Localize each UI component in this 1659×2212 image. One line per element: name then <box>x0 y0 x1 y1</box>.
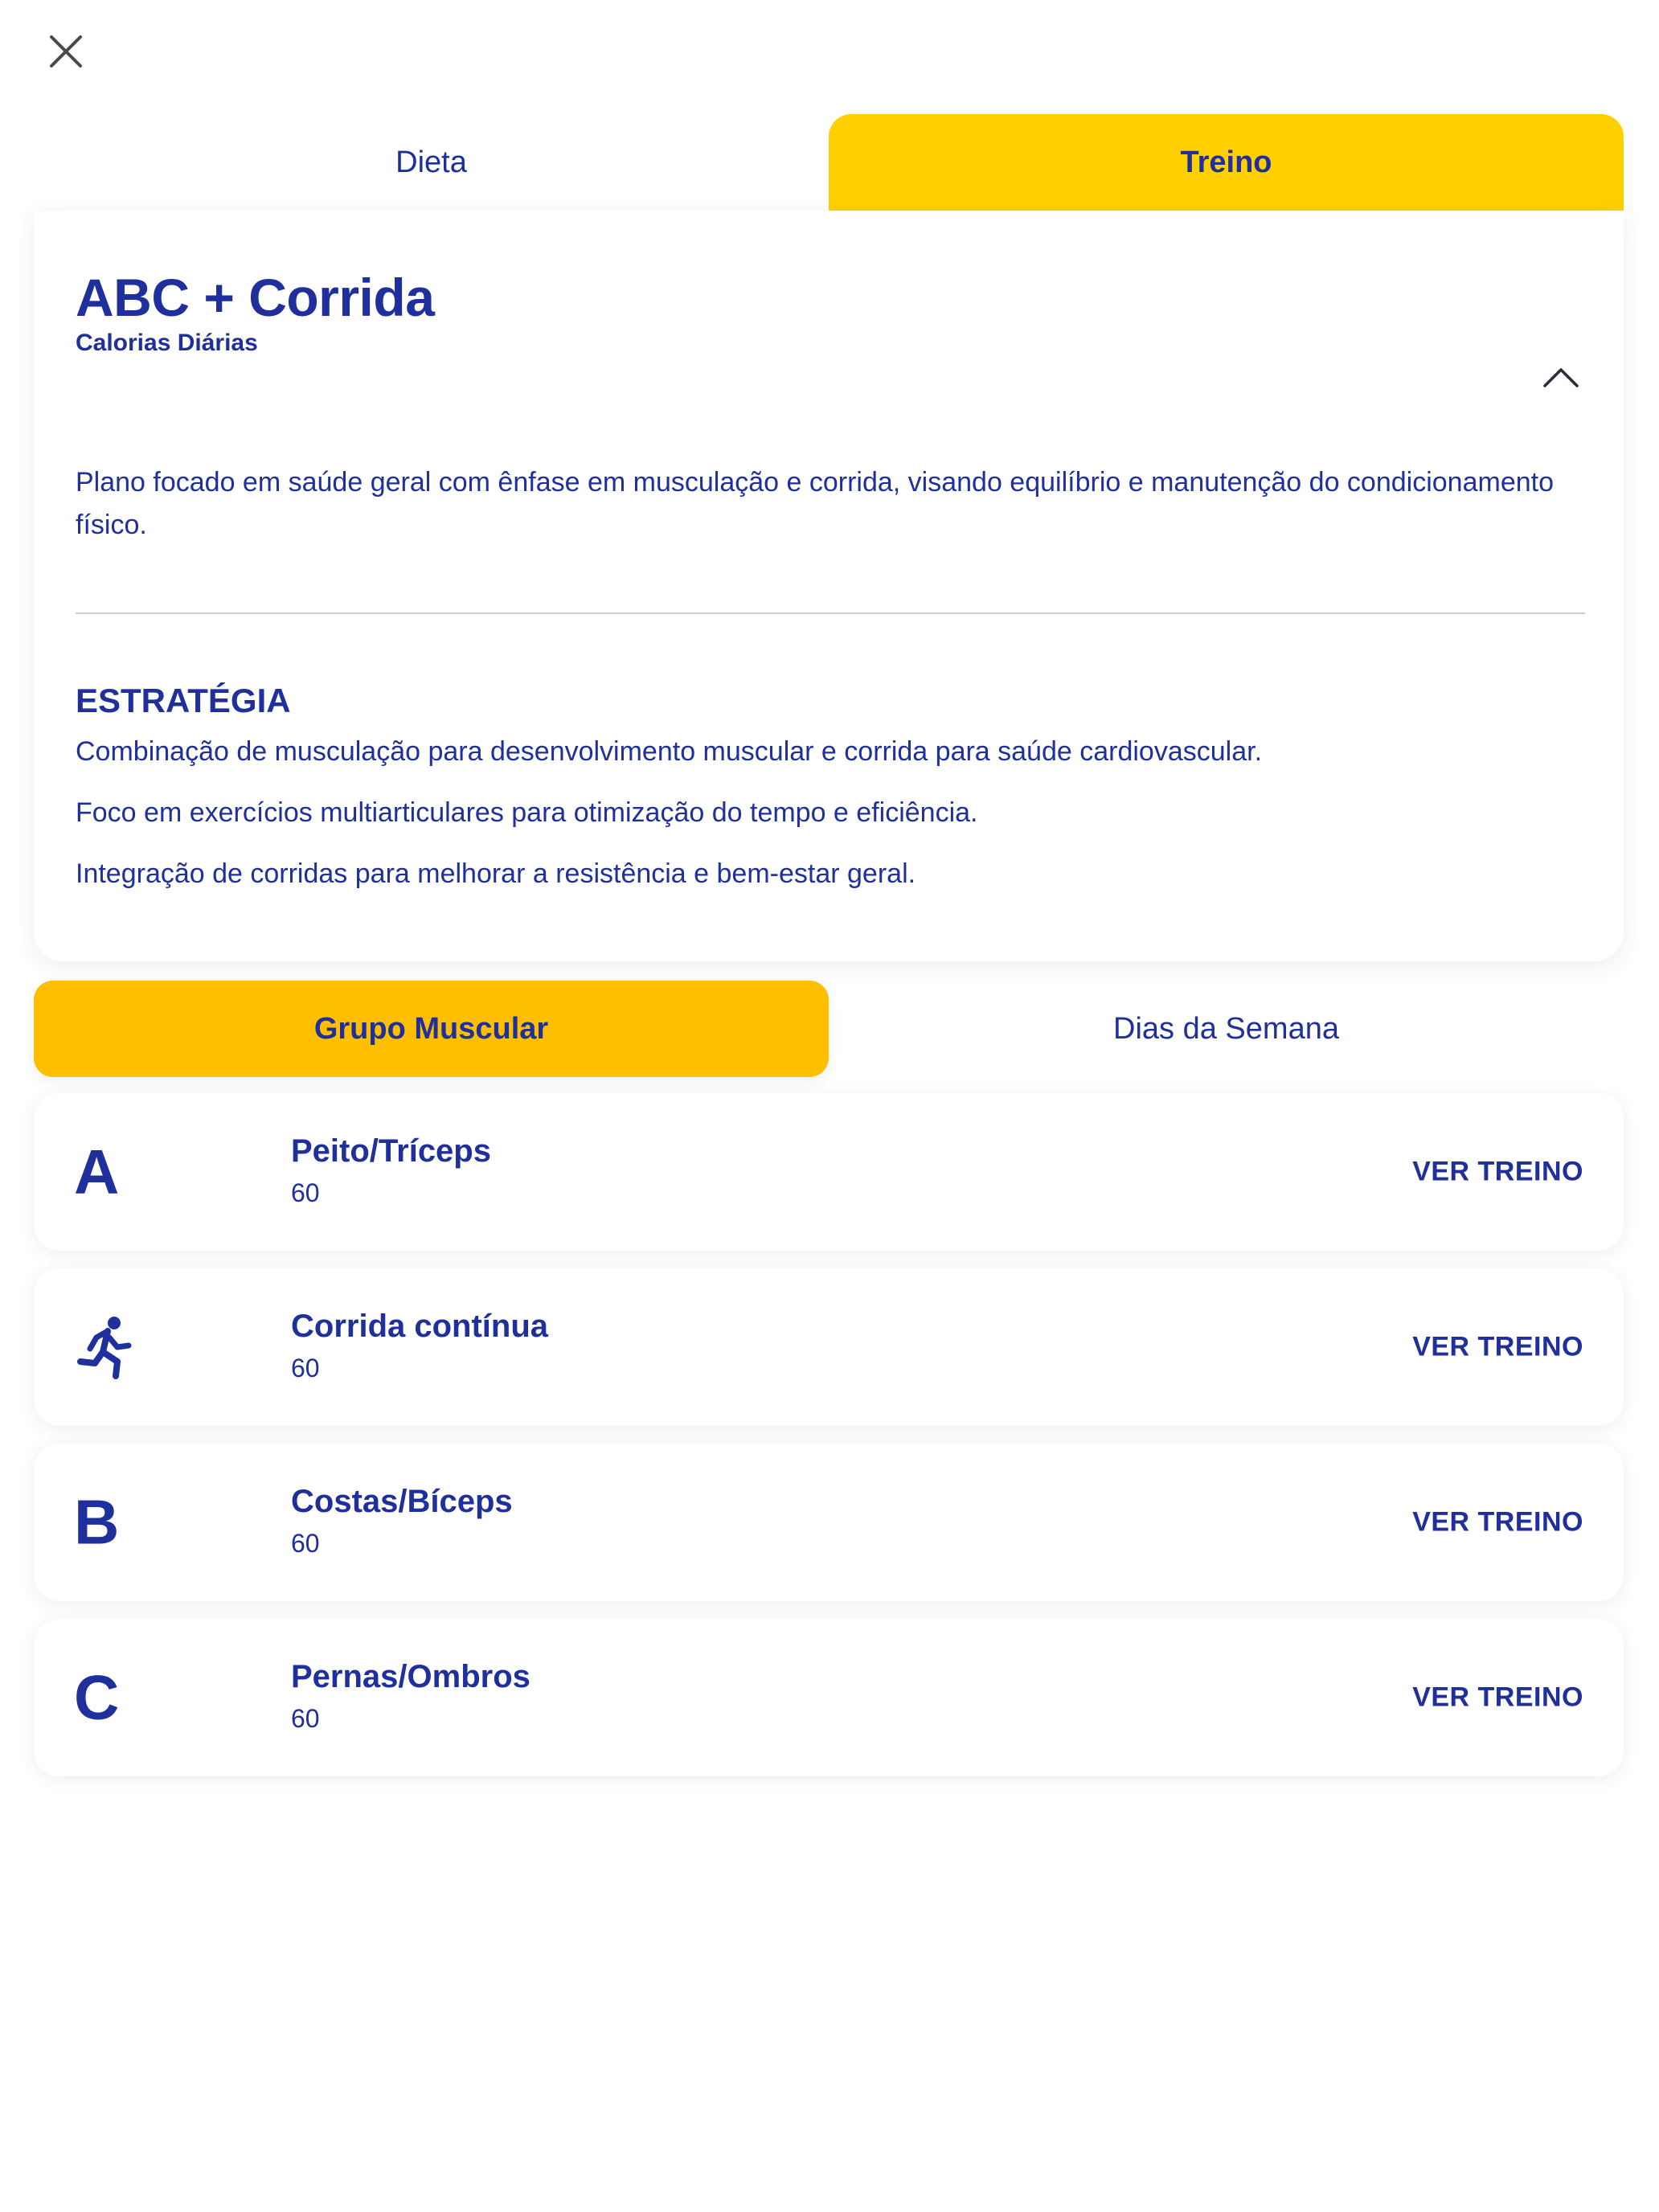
plan-subtitle: Calorias Diárias <box>76 330 258 356</box>
workout-letter: B <box>74 1486 120 1558</box>
plan-card <box>34 211 1624 961</box>
strategy-item: Foco em exercícios multiarticulares para otimização do tempo e eficiência. <box>76 797 978 828</box>
strategy-list <box>76 735 1571 918</box>
strategy-item: Combinação de musculação para desenvolvimento muscular e corrida para saúde cardiovascular. <box>76 736 1263 767</box>
ver-treino-button[interactable]: VER TREINO <box>1412 1156 1583 1187</box>
top-tabs <box>34 114 1624 211</box>
tab-dias-da-semana[interactable]: Dias da Semana <box>1113 1011 1339 1046</box>
collapse-button[interactable] <box>1537 354 1585 402</box>
close-button[interactable] <box>42 27 90 76</box>
workout-row-a[interactable] <box>34 1093 1624 1251</box>
running-icon <box>72 1313 140 1381</box>
strategy-item: Integração de corridas para melhorar a resistência e bem-estar geral. <box>76 858 916 889</box>
workout-letter: A <box>74 1136 120 1207</box>
workout-row-c[interactable] <box>34 1619 1624 1776</box>
workout-name: Costas/Bíceps <box>291 1484 513 1519</box>
workout-duration: 60 <box>291 1529 320 1558</box>
ver-treino-button[interactable]: VER TREINO <box>1412 1682 1583 1713</box>
workout-duration: 60 <box>291 1354 320 1382</box>
chevron-up-icon <box>1537 354 1585 402</box>
plan-title: ABC + Corrida <box>76 268 435 327</box>
workout-name: Corrida contínua <box>291 1309 549 1344</box>
ver-treino-button[interactable]: VER TREINO <box>1412 1506 1583 1538</box>
strategy-title: ESTRATÉGIA <box>76 682 291 719</box>
tab-treino[interactable]: Treino <box>829 114 1624 211</box>
tab-dieta[interactable]: Dieta <box>395 145 467 179</box>
workout-list <box>34 1093 1624 1794</box>
sub-tabs <box>34 981 1624 1077</box>
workout-duration: 60 <box>291 1178 320 1207</box>
workout-duration: 60 <box>291 1704 320 1733</box>
workout-row-corrida[interactable] <box>34 1268 1624 1426</box>
workout-letter: C <box>74 1661 120 1733</box>
divider <box>76 612 1585 614</box>
close-icon <box>42 27 90 76</box>
workout-name: Pernas/Ombros <box>291 1659 530 1694</box>
workout-name: Peito/Tríceps <box>291 1133 491 1169</box>
plan-description: Plano focado em saúde geral com ênfase em musculação e corrida, visando equilíbrio e manutenção do condicionamento físico. <box>76 467 1554 540</box>
ver-treino-button[interactable]: VER TREINO <box>1412 1331 1583 1362</box>
tab-grupo-muscular[interactable]: Grupo Muscular <box>34 981 829 1077</box>
workout-row-b[interactable] <box>34 1444 1624 1601</box>
